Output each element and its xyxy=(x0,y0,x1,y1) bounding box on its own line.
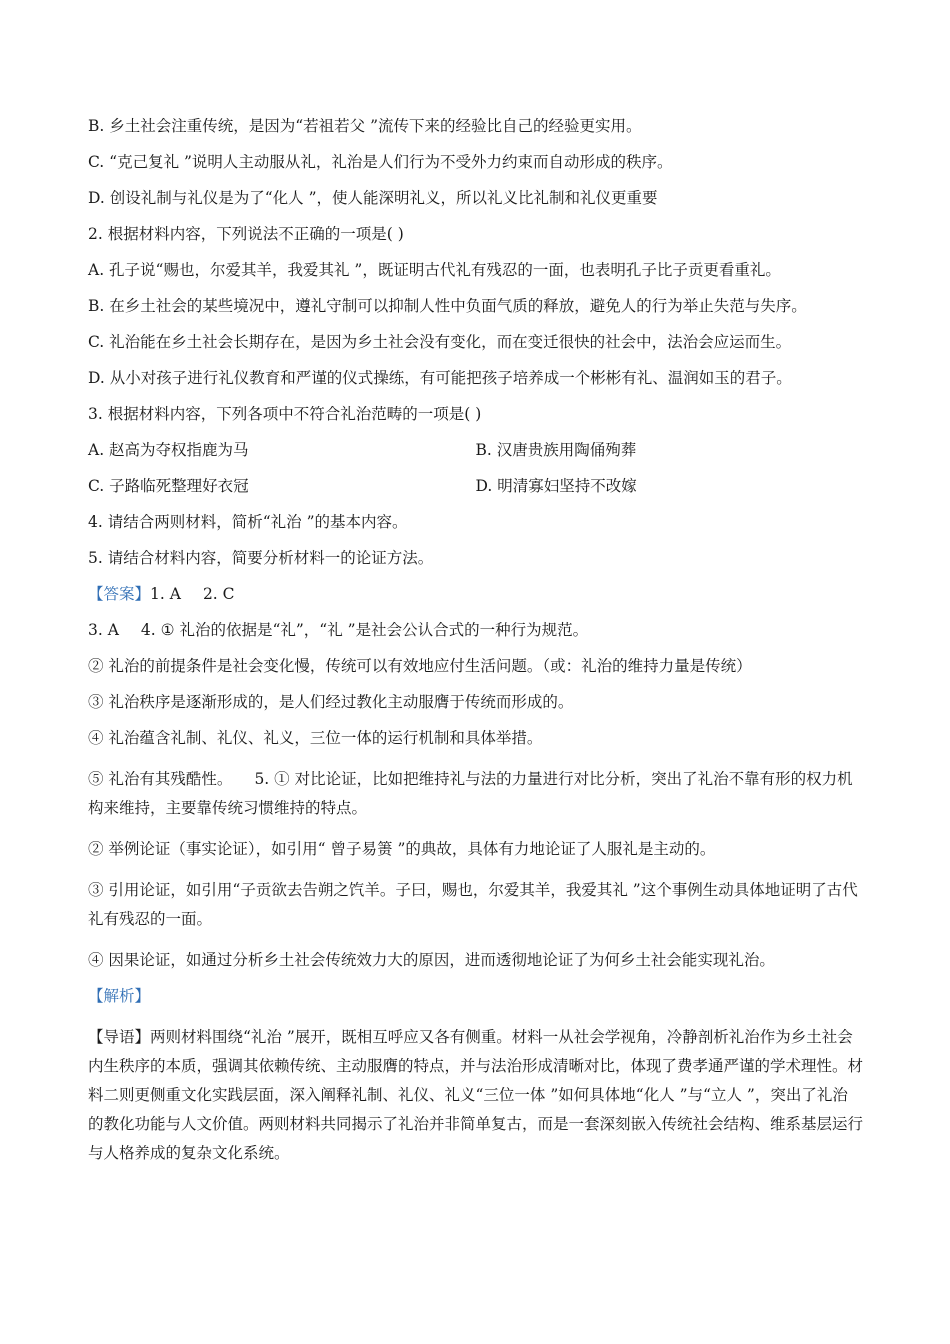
q2-option-b: B. 在乡土社会的某些境况中，遵礼守制可以抑制人性中负面气质的释放，避免人的行为举止失范与失序。 xyxy=(88,297,807,315)
answer-line-1 xyxy=(88,580,863,609)
document-body xyxy=(88,112,863,1168)
answer-2: 2. C xyxy=(202,585,235,603)
answer-4-3: ③ 礼治秩序是逐渐形成的，是人们经过教化主动服膺于传统而形成的。 xyxy=(88,693,574,711)
q5-stem: 5. 请结合材料内容，简要分析材料一的论证方法。 xyxy=(88,549,434,567)
q1-option-d: D. 创设礼制与礼仪是为了“化人 ”，使人能深明礼义，所以礼义比礼制和礼仪更重要 xyxy=(88,189,658,207)
q2-option-d: D. 从小对孩子进行礼仪教育和严谨的仪式操练，有可能把孩子培养成一个彬彬有礼、温润如玉的君子。 xyxy=(88,369,792,387)
analysis-tag-text: 【解析】 xyxy=(88,987,151,1005)
answer-5-3: ③ 引用论证，如引用“子贡欲去告朔之饩羊。子曰，赐也，尔爱其羊，我爱其礼 ”这个事例生动具体地证明了古代礼有残忍的一面。 xyxy=(88,881,858,928)
answer-5-4: ④ 因果论证，如通过分析乡土社会传统效力大的原因，进而透彻地论证了为何乡土社会能实现礼治。 xyxy=(88,951,775,969)
answer-5-2: ② 举例论证（事实论证），如引用“ 曾子易箦 ”的典故，具体有力地论证了人服礼是主动的。 xyxy=(88,840,716,858)
q3-options-row-2 xyxy=(88,472,863,501)
q3-stem: 3. 根据材料内容，下列各项中不符合礼治范畴的一项是( ) xyxy=(88,405,482,423)
q2-option-a: A. 孔子说“赐也，尔爱其羊，我爱其礼 ”，既证明古代礼有残忍的一面，也表明孔子比子贡更看重礼。 xyxy=(88,261,781,279)
q2-stem: 2. 根据材料内容，下列说法不正确的一项是( ) xyxy=(88,225,404,243)
answer-line-5 xyxy=(88,765,863,823)
q2-option-c: C. 礼治能在乡土社会长期存在，是因为乡土社会没有变化，而在变迁很快的社会中，法治会应运而生。 xyxy=(88,333,792,351)
q3-option-c: C. 子路临死整理好衣冠 xyxy=(88,477,249,495)
answer-tag: 【答案】 xyxy=(88,585,151,603)
answer-4-1: 4. ① 礼治的依据是“礼”，“礼 ”是社会公认合式的一种行为规范。 xyxy=(140,621,589,639)
q3-options-row-1 xyxy=(88,436,863,465)
q1-option-b: B. 乡土社会注重传统，是因为“若祖若父 ”流传下来的经验比自己的经验更实用。 xyxy=(88,117,642,135)
answer-1: 1. A xyxy=(150,585,181,603)
answer-4-5: ⑤ 礼治有其残酷性。 xyxy=(88,770,233,788)
answer-3: 3. A xyxy=(88,621,119,639)
answer-5-1: 5. ① 对比论证，比如把维持礼与法的力量进行对比分析，突出了礼治不靠有形的权力机构来维持，主要靠传统习惯维持的特点。 xyxy=(88,770,853,817)
analysis-tag xyxy=(88,982,863,1011)
q3-option-a: A. 赵高为夺权指鹿为马 xyxy=(88,441,249,459)
q4-stem: 4. 请结合两则材料，简析“礼治 ”的基本内容。 xyxy=(88,513,408,531)
q3-option-b: B. 汉唐贵族用陶俑殉葬 xyxy=(475,441,637,459)
q1-option-c: C. “克己复礼 ”说明人主动服从礼，礼治是人们行为不受外力约束而自动形成的秩序。 xyxy=(88,153,673,171)
analysis-lead: 【导语】两则材料围绕“礼治 ”展开，既相互呼应又各有侧重。材料一从社会学视角，冷静剖析礼治作为乡土社会内生秩序的本质，强调其依赖传统、主动服膺的特点，并与法治形成清晰对比，体现了费孝通严谨的学术理性。材料二则更侧重文化实践层面，深入阐释礼制、礼仪、礼义“三位一体 ”如何具体地“化人 ”与“立人 ”，突出了礼治的教化功能与人文价值。两则材料共同揭示了礼治并非简单复古，而是一套深刻嵌入传统社会结构、维系基层运行与人格养成的复杂文化系统。 xyxy=(88,1028,864,1162)
answer-line-2 xyxy=(88,616,863,645)
answer-4-2: ② 礼治的前提条件是社会变化慢，传统可以有效地应付生活问题。（或：礼治的维持力量是传统） xyxy=(88,657,752,675)
answer-4-4: ④ 礼治蕴含礼制、礼仪、礼义，三位一体的运行机制和具体举措。 xyxy=(88,729,543,747)
q3-option-d: D. 明清寡妇坚持不改嫁 xyxy=(475,477,637,495)
